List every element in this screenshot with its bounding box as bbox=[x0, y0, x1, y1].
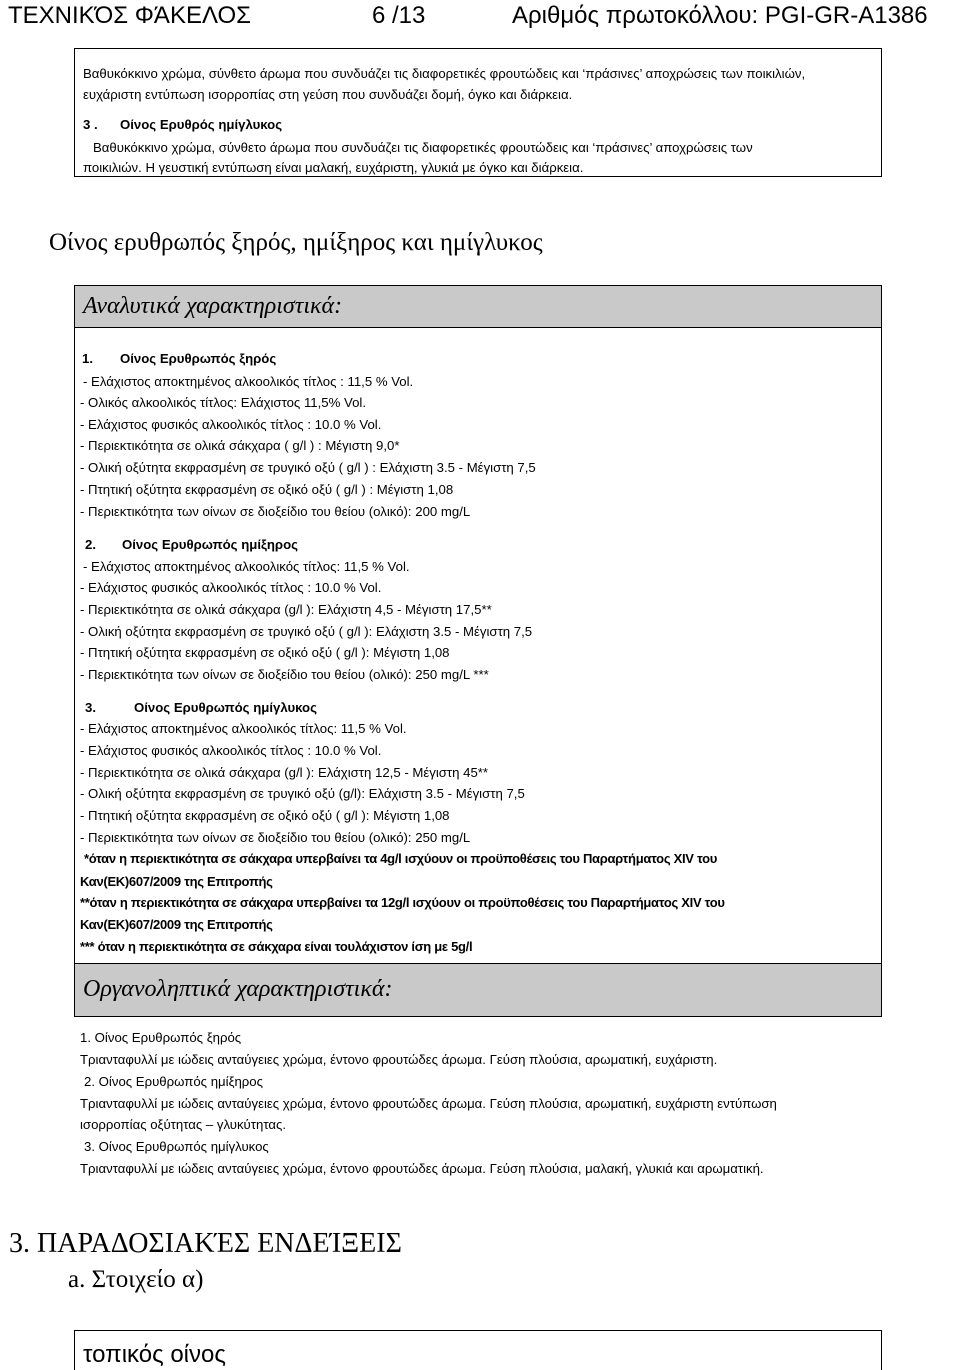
analytical-heading: Αναλυτικά χαρακτηριστικά: bbox=[83, 293, 343, 319]
document-type: ΤΕΧΝΙΚΌΣ ΦΆΚΕΛΟΣ bbox=[8, 2, 251, 29]
organoleptic-title: 2. Οίνος Ερυθρωπός ημίξηρος bbox=[84, 1074, 263, 1089]
spec-line: - Ολική οξύτητα εκφρασμένη σε τρυγικό οξύ (g/l): Ελάχιστη 3.5 - Μέγιστη 7,5 bbox=[80, 786, 525, 801]
wine-number: 1. bbox=[82, 351, 93, 366]
organoleptic-heading-band bbox=[74, 963, 882, 1017]
spec-line: - Πτητική οξύτητα εκφρασμένη σε οξικό οξύ ( g/l ): Μέγιστη 1,08 bbox=[80, 808, 450, 823]
wine-number: 3. bbox=[85, 700, 96, 715]
spec-line: - Ελάχιστος φυσικός αλκοολικός τίτλος : 10.0 % Vol. bbox=[80, 580, 382, 595]
spec-line: - Περιεκτικότητα των οίνων σε διοξείδιο του θείου (ολικό): 250 mg/L *** bbox=[80, 667, 489, 682]
text-line: Βαθυκόκκινο χρώμα, σύνθετο άρωμα που συνδυάζει τις διαφορετικές φρουτώδεις και ‘πράσινες’ αποχρώσεις των bbox=[93, 140, 753, 155]
spec-line: - Ελάχιστος αποκτημένος αλκοολικός τίτλος: 11,5 % Vol. bbox=[80, 721, 407, 736]
spec-line: - Περιεκτικότητα σε ολικά σάκχαρα ( g/l ) : Μέγιστη 9,0* bbox=[80, 438, 400, 453]
spec-line: - Ελάχιστος φυσικός αλκοολικός τίτλος : 10.0 % Vol. bbox=[80, 417, 382, 432]
traditional-term-box bbox=[74, 1330, 882, 1370]
spec-line: - Πτητική οξύτητα εκφρασμένη σε οξικό οξύ ( g/l ): Μέγιστη 1,08 bbox=[80, 645, 450, 660]
spec-line: - Ελάχιστος φυσικός αλκοολικός τίτλος : 10.0 % Vol. bbox=[80, 743, 382, 758]
spec-line: - Ελάχιστος αποκτημένος αλκοολικός τίτλος : 11,5 % Vol. bbox=[83, 374, 414, 389]
footnote: Καν(ΕΚ)607/2009 της Επιτροπής bbox=[80, 917, 273, 932]
organoleptic-text: Τριανταφυλλί με ιώδεις ανταύγειες χρώμα, έντονο φρουτώδες άρωμα. Γεύση πλούσια, αρωματική, ευχάριστη. bbox=[80, 1052, 718, 1067]
footnote: *όταν η περιεκτικότητα σε σάκχαρα υπερβαίνει τα 4g/l ισχύουν οι προϋποθέσεις του Παραρτήματος XIV του bbox=[84, 851, 718, 866]
spec-line: - Ολικός αλκοολικός τίτλος: Ελάχιστος 11,5% Vol. bbox=[80, 395, 367, 410]
analytical-heading-band bbox=[75, 286, 881, 328]
organoleptic-title: 3. Οίνος Ερυθρωπός ημίγλυκος bbox=[84, 1139, 269, 1154]
footnote: **όταν η περιεκτικότητα σε σάκχαρα υπερβαίνει τα 12g/l ισχύουν οι προϋποθέσεις του Παραρτήματος XIV του bbox=[80, 895, 725, 910]
organoleptic-heading: Οργανοληπτικά χαρακτηριστικά: bbox=[83, 976, 393, 1002]
page-header bbox=[0, 0, 960, 34]
traditional-term-value: τοπικός οίνος bbox=[83, 1341, 226, 1368]
item-number: 3 . bbox=[83, 117, 98, 132]
organoleptic-text: Τριανταφυλλί με ιώδεις ανταύγειες χρώμα, έντονο φρουτώδες άρωμα. Γεύση πλούσια, μαλακή, γλυκιά και αρωματική. bbox=[80, 1161, 764, 1176]
text-line: ευχάριστη εντύπωση ισορροπίας στη γεύση που συνδυάζει δομή, όγκο και διάρκεια. bbox=[83, 87, 573, 102]
page-number: 6 /13 bbox=[372, 2, 426, 29]
previous-description-box bbox=[74, 48, 882, 177]
organoleptic-text: Τριανταφυλλί με ιώδεις ανταύγειες χρώμα, έντονο φρουτώδες άρωμα. Γεύση πλούσια, αρωματική, ευχάριστη εντύπωση bbox=[80, 1096, 777, 1111]
organoleptic-title: 1. Οίνος Ερυθρωπός ξηρός bbox=[80, 1030, 242, 1045]
spec-line: - Ελάχιστος αποκτημένος αλκοολικός τίτλος: 11,5 % Vol. bbox=[83, 559, 410, 574]
footnote: *** όταν η περιεκτικότητα σε σάκχαρα είναι τουλάχιστον ίση με 5g/l bbox=[80, 939, 473, 954]
organoleptic-text: ισορροπίας οξύτητας – γλυκύτητας. bbox=[80, 1117, 286, 1132]
section-3a-subtitle: a. Στοιχείο α) bbox=[68, 1266, 204, 1293]
section-3-title: 3. ΠΑΡΑΔΟΣΙΑΚΈΣ ΕΝΔΕΊΞΕΙΣ bbox=[9, 1228, 402, 1259]
analytical-box bbox=[74, 285, 882, 981]
section-title: Οίνος ερυθρωπός ξηρός, ημίξηρος και ημίγλυκος bbox=[49, 229, 543, 256]
spec-line: - Περιεκτικότητα των οίνων σε διοξείδιο του θείου (ολικό): 250 mg/L bbox=[80, 830, 471, 845]
wine-number: 2. bbox=[85, 537, 96, 552]
spec-line: - Περιεκτικότητα σε ολικά σάκχαρα (g/l ): Ελάχιστη 4,5 - Μέγιστη 17,5** bbox=[80, 602, 492, 617]
footnote: Καν(ΕΚ)607/2009 της Επιτροπής bbox=[80, 874, 273, 889]
wine-title: Οίνος Ερυθρωπός ξηρός bbox=[120, 351, 277, 366]
wine-title: Οίνος Ερυθρωπός ημίξηρος bbox=[122, 537, 298, 552]
protocol-number: Αριθμός πρωτοκόλλου: PGI-GR-A1386 bbox=[512, 2, 928, 29]
text-line: Βαθυκόκκινο χρώμα, σύνθετο άρωμα που συνδυάζει τις διαφορετικές φρουτώδεις και ‘πράσινες’ αποχρώσεις των ποικιλιών, bbox=[83, 66, 806, 81]
spec-line: - Ολική οξύτητα εκφρασμένη σε τρυγικό οξύ ( g/l ) : Ελάχιστη 3.5 - Μέγιστη 7,5 bbox=[80, 460, 536, 475]
spec-line: - Περιεκτικότητα σε ολικά σάκχαρα (g/l ): Ελάχιστη 12,5 - Μέγιστη 45** bbox=[80, 765, 489, 780]
text-line: ποικιλιών. Η γευστική εντύπωση είναι μαλακή, ευχάριστη, γλυκιά με όγκο και διάρκεια. bbox=[83, 160, 584, 175]
spec-line: - Πτητική οξύτητα εκφρασμένη σε οξικό οξύ ( g/l ) : Μέγιστη 1,08 bbox=[80, 482, 454, 497]
wine-title: Οίνος Ερυθρωπός ημίγλυκος bbox=[134, 700, 317, 715]
spec-line: - Περιεκτικότητα των οίνων σε διοξείδιο του θείου (ολικό): 200 mg/L bbox=[80, 504, 471, 519]
item-title: Οίνος Ερυθρός ημίγλυκος bbox=[120, 117, 283, 132]
spec-line: - Ολική οξύτητα εκφρασμένη σε τρυγικό οξύ ( g/l ): Ελάχιστη 3.5 - Μέγιστη 7,5 bbox=[80, 624, 533, 639]
